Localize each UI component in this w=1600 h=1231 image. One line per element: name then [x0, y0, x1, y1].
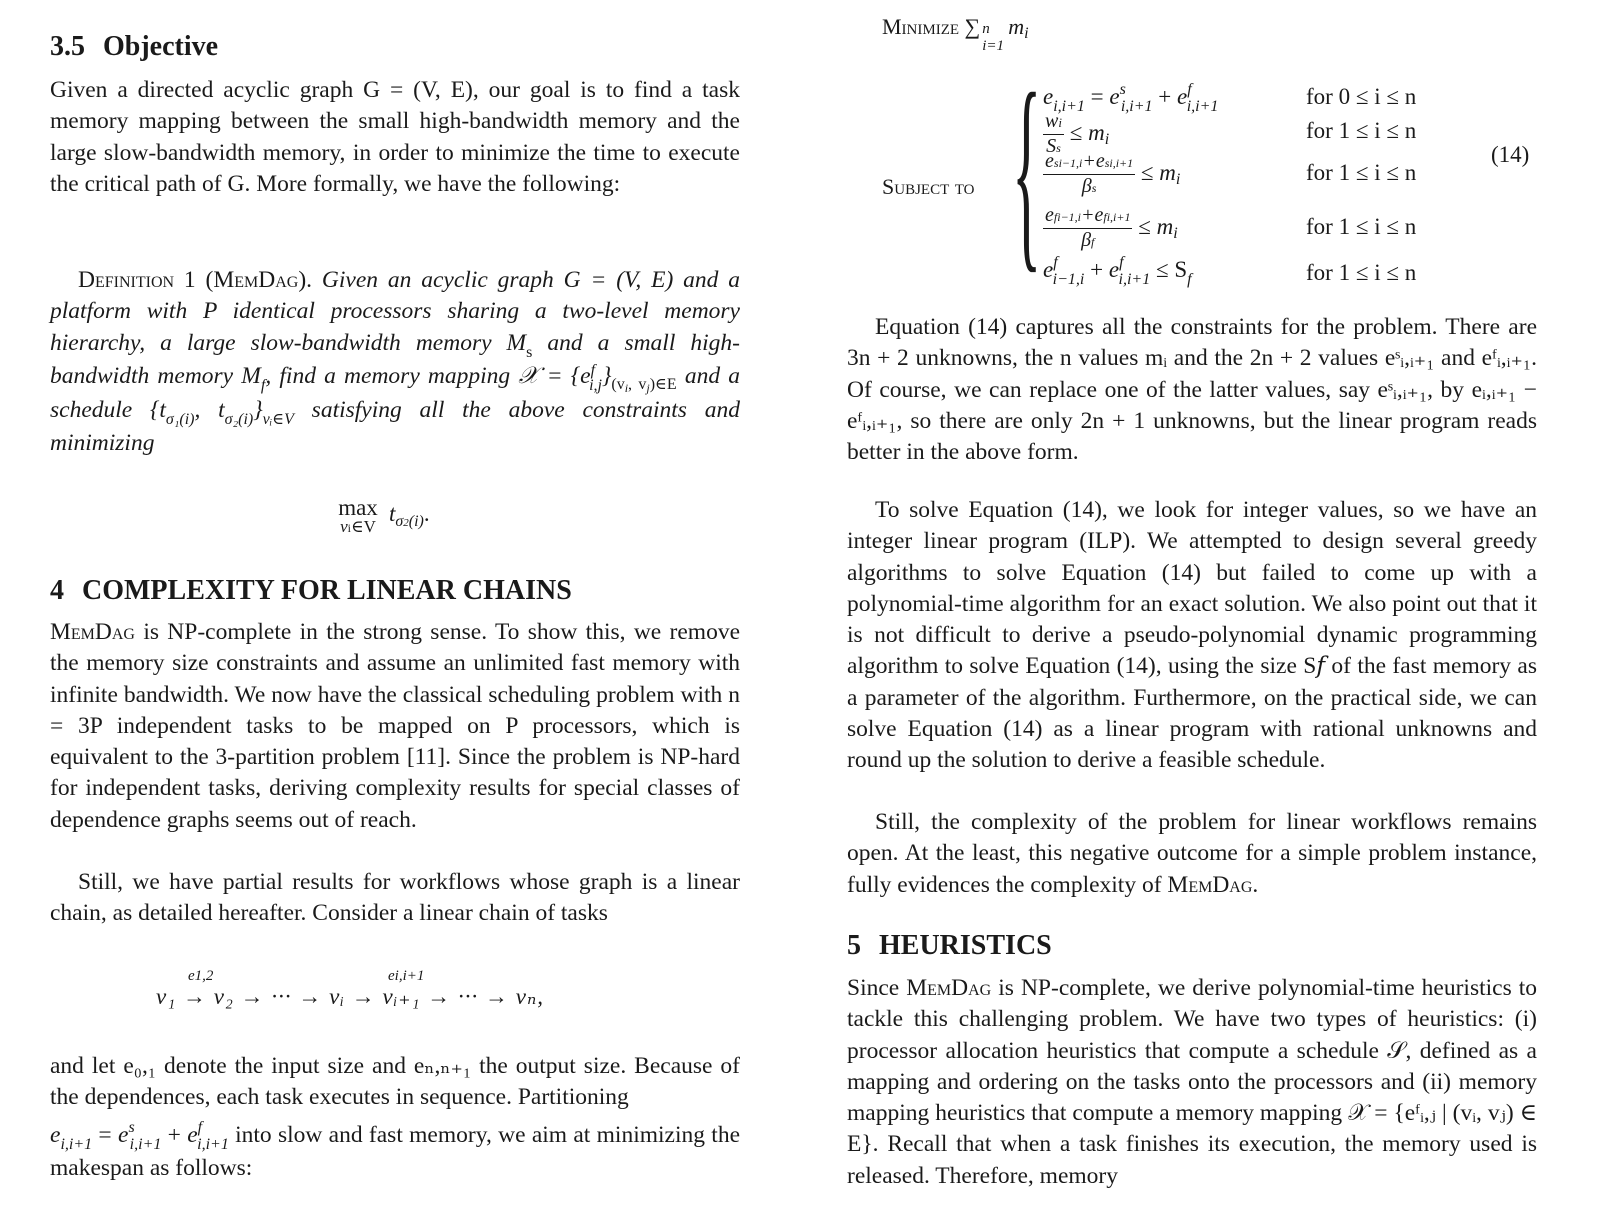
condition-3: for 1 ≤ i ≤ n [1306, 160, 1417, 185]
paragraph-text: is NP-complete, we derive polynomial-time heuristics to tackle this challenging problem. We have two types of heuristics: (i) processor allocation heuristics that compute a schedule 𝒮, defined as a mapping and ordering on the tasks onto the processors and (ii) memory mapping heuristics that compute a memory mapping 𝒳 = {eᶠᵢ,ⱼ | (vᵢ, vⱼ) ∈ E}. Recall that when a task finishes its execution, the memory used is released. Therefore, memory [847, 975, 1538, 1189]
definition-sub: (v [611, 375, 625, 393]
section-4-paragraph-2: Still, we have partial results for workflows whose graph is a linear chain, as detailed hereafter. Consider a linear chain of tasks [50, 869, 740, 927]
section-number: 5 [847, 930, 861, 961]
constraint-5: $e^f_{i-1,i} + e^f_{i,i+1} \le S_f$ [1043, 254, 1192, 288]
max-term: $t_{\sigma 2(i)}$. [389, 501, 430, 530]
constraint-3: $\frac{\text{esi−1,i+esi,i+1}}{\beta s}$ ≤ mi [1045, 150, 1181, 197]
constraint-2: $\frac{wi}{Ss}$ ≤ mi [1045, 110, 1110, 157]
constraint-brace: { [1012, 50, 1042, 291]
definition-text: and a small high- [532, 329, 740, 356]
definition-text: and a schedule {t [50, 362, 741, 424]
definition-sub: , v [628, 375, 647, 393]
section-4-paragraph-1 [50, 617, 740, 836]
section-title: Objective [103, 31, 219, 62]
sum-symbol: ∑ [964, 14, 981, 39]
memdag-term: MemDag [906, 975, 992, 1001]
minimize-keyword: Minimize [882, 14, 960, 39]
memdag-term: MemDag [50, 619, 135, 645]
section-5-paragraph [847, 973, 1537, 1192]
section-4-heading [50, 575, 740, 607]
right-paragraph-3 [847, 807, 1537, 901]
condition-1: for 0 ≤ i ≤ n [1306, 84, 1417, 109]
definition-text: a platform with P identical processors sharing a two-level memory [50, 267, 741, 325]
definition-sub: s [526, 343, 533, 361]
section-3-5-heading [50, 31, 740, 63]
max-under: vi∈V [340, 517, 376, 536]
paragraph-text: Since [847, 975, 900, 1001]
definition-text: hierarchy, a large slow-bandwidth memory M [50, 329, 527, 356]
paragraph-text: is NP-complete in the strong sense. To show this, we remove the memory size constraints and assume an unlimited fast memory with infinite bandwidth. We now have the classical scheduling problem with n = 3P independent tasks to be mapped on P processors, which is equivalent to the 3-partition problem [11]. Since the problem is NP-hard for independent tasks, deriving complexity results for special classes of dependence graphs seems out of reach. [50, 619, 741, 833]
chain-label: ei,i+1 [388, 968, 425, 984]
condition-5: for 1 ≤ i ≤ n [1306, 260, 1417, 285]
definition-text: bandwidth memory M [50, 362, 261, 389]
paragraph-text: . [1252, 871, 1259, 898]
memdag-term: MemDag [1167, 871, 1253, 898]
chain-expression: v₁ → v₂ → ··· → vᵢ → vᵢ₊₁ → ··· → vₙ, [156, 984, 545, 1009]
definition-text: , find a memory mapping 𝒳 = {e [265, 362, 591, 389]
section-number: 3.5 [50, 31, 85, 62]
paragraph-text: Still, the complexity of the problem for linear workflows remains open. At the least, this negative outcome for a simple problem instance, fully evidences the complexity of [847, 809, 1537, 898]
right-paragraph-1: Equation (14) captures all the constraints for the problem. There are 3n + 2 unknowns, the n values mᵢ and the 2n + 2 values eˢᵢ,ᵢ₊₁ and eᶠᵢ,ᵢ₊₁. Of course, we can replace one of the latter values, say eˢᵢ,ᵢ₊₁, by eᵢ,ᵢ₊₁ − eᶠᵢ,ᵢ₊₁, so there are only 2n + 1 unknowns, but the linear program reads better in the above form. [847, 314, 1537, 466]
section-4-paragraph-3: and let e₀,₁ denote the input size and eₙ,ₙ₊₁ the output size. Because of the dependences, each task executes in sequence. Partitioning [50, 1053, 740, 1111]
definition-text: and minimizing [50, 397, 740, 457]
definition-1: Definition 1 (MemDag). Given an acyclic graph G = (V, E) and a platform with P identical processors sharing a two-level memory hierarchy, a large slow-bandwidth memory $M_s$ and a small high- bandwidth memory $M_f$, find a memory mapping 𝒳 = $\{e^f_{i,j}\}_{(vi, vj)\in E}$ and a schedule {$t_{\sigma_1(i)}$, $t_{\sigma_2(i)}\}_{vᵢ\in V}$ satisfying all the above constraints and minimizing [50, 267, 741, 457]
definition-head: Definition 1 (MemDag). [78, 267, 313, 293]
paragraph-text: into slow and fast memory, we aim at minimizing the makespan as follows: [50, 1122, 740, 1182]
condition-4: for 1 ≤ i ≤ n [1306, 214, 1417, 239]
definition-sub: )∈E [649, 375, 677, 393]
objective-paragraph: Given a directed acyclic graph G = (V, E), our goal is to find a task memory mapping between the small high-bandwidth memory and the large slow-bandwidth memory, in order to minimize the time to execute the critical path of G. More formally, we have the following: [50, 77, 740, 197]
section-title: COMPLEXITY FOR LINEAR CHAINS [82, 575, 572, 606]
constraint-4: $\frac{\text{efi−1,i+efi,i+1}}{\beta f}$ ≤ mi [1045, 204, 1178, 251]
minimize-line: Minimize ∑ n i=1 mi [882, 14, 1029, 54]
section-5-heading [847, 930, 1537, 962]
chain-label: e1,2 [188, 968, 214, 984]
definition-text: , t [194, 397, 225, 424]
subject-to-keyword: Subject to [882, 174, 975, 199]
definition-text: } [601, 362, 612, 389]
definition-sub: f [260, 376, 266, 394]
section-title: HEURISTICS [879, 930, 1052, 961]
condition-2: for 1 ≤ i ≤ n [1306, 118, 1417, 143]
definition-text: } [253, 397, 263, 424]
constraint-1: $e_{i,i+1} = e^s_{i,i+1} + e^f_{i,i+1}$ [1043, 81, 1219, 115]
section-number: 4 [50, 575, 64, 606]
section-4-paragraph-4: $e_{i,i+1} = e^s_{i,i+1} + e^f_{i,i+1}$ into slow and fast memory, we aim at minimizing the makespan as follows: [50, 1119, 740, 1182]
definition-text: satisfying all the above constraints [293, 397, 687, 424]
equation-number: (14) [1491, 142, 1530, 167]
subject-to-label [882, 174, 974, 200]
max-operator: max [338, 495, 378, 520]
definition-text: Given an acyclic graph G = (V, E) and [321, 267, 719, 293]
right-paragraph-2: To solve Equation (14), we look for integer values, so we have an integer linear program (ILP). We attempted to design several greedy algorithms to solve Equation (14) but failed to come up with a polynomial-time algorithm for an exact solution. We also point out that it is not difficult to derive a pseudo-polynomial dynamic programming algorithm to solve Equation (14), using the size S𝑓 of the fast memory as a parameter of the algorithm. Furthermore, on the practical side, we can solve Equation (14) as a linear program with rational unknowns and round up the solution to derive a feasible schedule. [847, 497, 1537, 774]
